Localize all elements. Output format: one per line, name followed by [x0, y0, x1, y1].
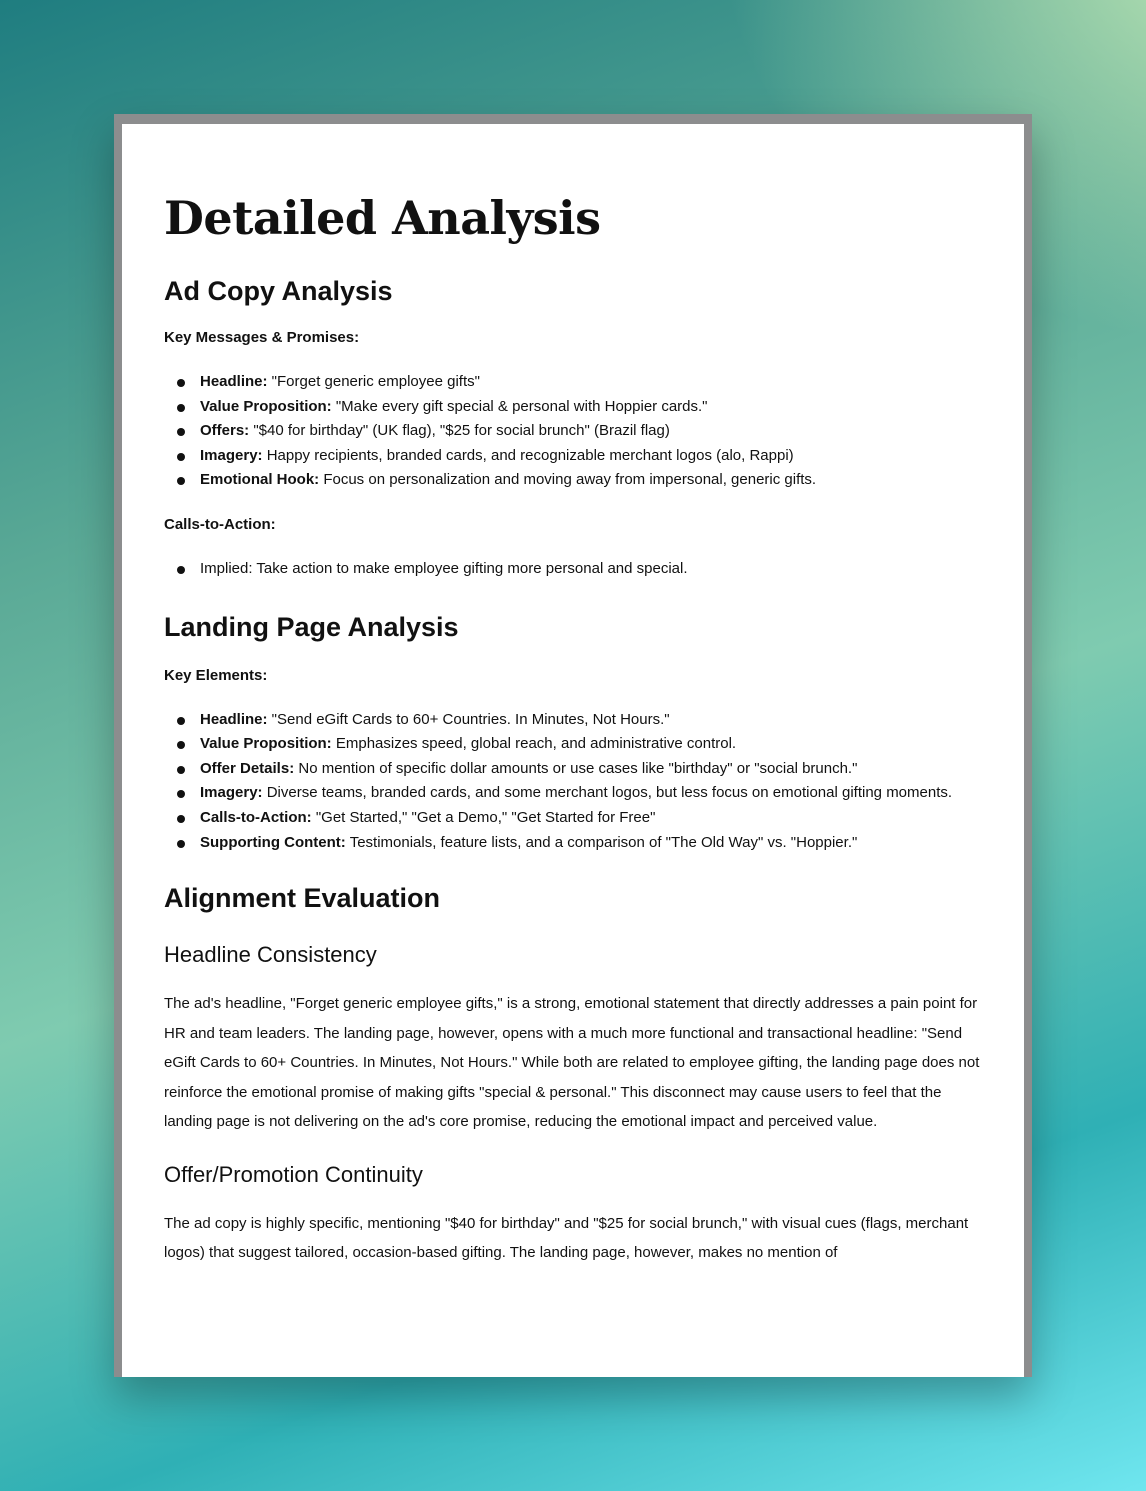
- item-text: No mention of specific dollar amounts or use cases like "birthday" or "social brunch.": [294, 759, 858, 777]
- list-item: [164, 708, 984, 733]
- ad-copy-list: [164, 370, 984, 493]
- item-label: Imagery:: [200, 446, 263, 464]
- section-heading-landing-page: Landing Page Analysis: [164, 611, 459, 642]
- subheading-headline-consistency: Headline Consistency: [164, 942, 377, 968]
- item-text: Testimonials, feature lists, and a comparison of "The Old Way" vs. "Hoppier.": [345, 833, 858, 851]
- cta-list: [164, 557, 984, 582]
- list-item: [164, 831, 984, 856]
- list-item: [164, 806, 984, 831]
- item-label: Headline:: [200, 373, 268, 390]
- document-page: [122, 124, 1024, 1377]
- item-label: Imagery:: [200, 784, 263, 802]
- item-text: "Send eGift Cards to 60+ Countries. In Minutes, Not Hours.": [267, 710, 670, 728]
- section-heading-alignment: Alignment Evaluation: [164, 883, 441, 914]
- list-item: [164, 444, 984, 469]
- document-frame: [114, 114, 1032, 1377]
- cta-label: Calls-to-Action:: [164, 515, 276, 533]
- landing-page-list: [164, 708, 984, 856]
- list-item: [164, 370, 984, 395]
- item-label: Value Proposition:: [200, 397, 332, 415]
- list-item: [164, 757, 984, 782]
- paragraph-headline-consistency: The ad's headline, "Forget generic employee gifts," is a strong, emotional statement that directly addresses a pain point for HR and team leaders. The landing page, however, opens with a much more functional and transactional headline: "Send eGift Cards to 60+ Countries. In Minutes, Not Hours." While both are related to employee gifting, the landing page does not reinforce the emotional promise of making gifts "special & personal." This disconnect may cause users to feel that the landing page is not delivering on the ad's core promise, reducing the emotional impact and perceived value.: [164, 995, 980, 1131]
- item-label: Offer Details:: [200, 759, 295, 777]
- key-messages-label: Key Messages & Promises:: [164, 329, 360, 346]
- item-text: "Get Started," "Get a Demo," "Get Started for Free": [311, 808, 656, 826]
- page-title: Detailed Analysis: [164, 191, 601, 245]
- list-item: [164, 419, 984, 444]
- item-label: Calls-to-Action:: [200, 808, 312, 826]
- list-item: [164, 395, 984, 420]
- key-elements-label: Key Elements:: [164, 666, 268, 684]
- document-content: [164, 124, 984, 1268]
- item-label: Supporting Content:: [200, 833, 346, 851]
- item-text: Happy recipients, branded cards, and recognizable merchant logos (alo, Rappi): [262, 446, 794, 464]
- section-heading-ad-copy: Ad Copy Analysis: [164, 276, 393, 306]
- item-text: "Make every gift special & personal with Hoppier cards.": [331, 397, 708, 415]
- item-text: Emphasizes speed, global reach, and administrative control.: [331, 735, 737, 753]
- item-label: Headline:: [200, 710, 268, 728]
- item-label: Emotional Hook:: [200, 471, 320, 489]
- list-item: Implied: Take action to make employee gifting more personal and special.: [164, 557, 984, 582]
- paragraph-offer-continuity: The ad copy is highly specific, mentioning "$40 for birthday" and "$25 for social brunch," with visual cues (flags, merchant logos) that suggest tailored, occasion-based gifting. The landing page, however, makes no mention of: [164, 1214, 969, 1262]
- subheading-offer-continuity: Offer/Promotion Continuity: [164, 1161, 423, 1187]
- item-label: Offers:: [200, 422, 250, 440]
- item-label: Value Proposition:: [200, 735, 332, 753]
- item-text: "Forget generic employee gifts": [267, 373, 480, 390]
- list-item: [164, 781, 984, 806]
- item-text: "$40 for birthday" (UK flag), "$25 for social brunch" (Brazil flag): [249, 422, 670, 440]
- list-item: [164, 732, 984, 757]
- item-text: Diverse teams, branded cards, and some merchant logos, but less focus on emotional gifting moments.: [262, 784, 953, 802]
- list-item: [164, 468, 984, 493]
- item-text: Focus on personalization and moving away from impersonal, generic gifts.: [319, 471, 817, 489]
